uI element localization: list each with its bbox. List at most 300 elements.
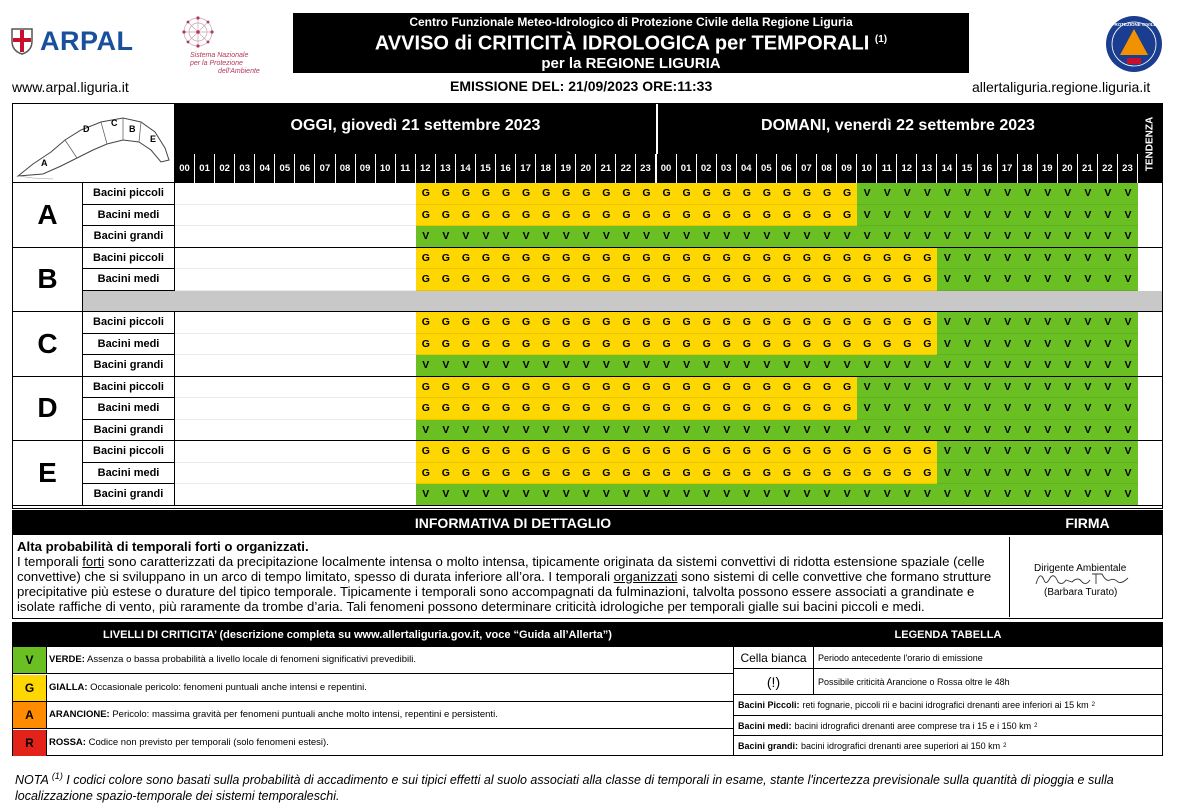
legend-grandi bbox=[738, 736, 1006, 756]
alert-cell: G bbox=[817, 377, 837, 399]
alert-cell bbox=[195, 269, 215, 291]
alert-cell bbox=[396, 398, 416, 420]
alert-cell: V bbox=[1058, 484, 1078, 506]
alert-cell bbox=[255, 205, 275, 227]
alert-cell: G bbox=[516, 441, 536, 463]
basin-label: Bacini piccoli bbox=[83, 312, 175, 334]
alert-cell: V bbox=[1058, 334, 1078, 356]
arpal-website-link[interactable]: www.arpal.liguria.it bbox=[12, 79, 129, 95]
alert-cell bbox=[215, 312, 235, 334]
alert-cell: V bbox=[797, 484, 817, 506]
legend-grandi-name: Bacini grandi: bbox=[738, 741, 799, 751]
hour-label: 19 bbox=[1038, 154, 1058, 183]
alert-cell: G bbox=[817, 269, 837, 291]
alert-cell: V bbox=[1098, 248, 1118, 270]
tendenza-cell bbox=[1138, 183, 1162, 205]
alert-cell: G bbox=[476, 334, 496, 356]
info-text-1: I temporali bbox=[17, 554, 83, 569]
tomorrow-label: DOMANI, venerdì 22 settembre 2023 bbox=[761, 117, 1035, 134]
alert-cell: V bbox=[1018, 463, 1038, 485]
hour-label: 03 bbox=[717, 154, 737, 183]
allerta-website-link[interactable]: allertaliguria.regione.liguria.it bbox=[972, 79, 1151, 95]
alert-cell bbox=[275, 226, 295, 248]
info-text-2: sono caratterizzati da precipitazione localmente intensa o molto intensa, tipicamente originata da sistemi convettivi di ridotta estensione spaziale (celle convettive) che si sviluppano in un arco di tempo limitato, spesso di durata inferiore all’ora. I temporali bbox=[17, 554, 985, 584]
alert-cell: V bbox=[1118, 420, 1138, 442]
alert-cell: G bbox=[717, 334, 737, 356]
alert-cell: V bbox=[717, 355, 737, 377]
alert-cell: G bbox=[837, 248, 857, 270]
alert-cell: G bbox=[536, 312, 556, 334]
alert-cell: G bbox=[516, 205, 536, 227]
alert-cell: V bbox=[957, 183, 977, 205]
legend-key-white: Cella bianca bbox=[734, 647, 814, 668]
alert-cell: V bbox=[516, 484, 536, 506]
alert-cell bbox=[396, 463, 416, 485]
alert-cell: V bbox=[757, 484, 777, 506]
alert-cell: G bbox=[456, 205, 476, 227]
basin-label: Bacini grandi bbox=[83, 484, 175, 506]
alert-cell: G bbox=[436, 205, 456, 227]
alert-cell bbox=[336, 226, 356, 248]
alert-cell: V bbox=[416, 484, 436, 506]
tendenza-cell bbox=[1138, 484, 1162, 506]
alert-cell bbox=[336, 420, 356, 442]
info-text-forti: forti bbox=[82, 554, 105, 569]
alert-cell: V bbox=[677, 420, 697, 442]
basin-label: Bacini piccoli bbox=[83, 441, 175, 463]
basin-label: Bacini medi bbox=[83, 205, 175, 227]
alert-cell: V bbox=[476, 420, 496, 442]
alert-cell: G bbox=[576, 248, 596, 270]
alert-cell: G bbox=[576, 269, 596, 291]
basin-label: Bacini medi bbox=[83, 398, 175, 420]
alert-cell: V bbox=[1118, 183, 1138, 205]
alert-cell: V bbox=[957, 334, 977, 356]
alert-cell: V bbox=[1118, 334, 1138, 356]
alert-cell: G bbox=[516, 398, 536, 420]
alert-cell: G bbox=[697, 441, 717, 463]
alert-cell: V bbox=[978, 355, 998, 377]
alert-cell bbox=[215, 463, 235, 485]
alert-cell: G bbox=[737, 269, 757, 291]
alert-cell: G bbox=[516, 463, 536, 485]
alert-cell: G bbox=[657, 183, 677, 205]
alert-cell: G bbox=[576, 334, 596, 356]
alert-cell: G bbox=[897, 463, 917, 485]
alert-cell: V bbox=[777, 484, 797, 506]
alert-cell: G bbox=[757, 334, 777, 356]
alert-cell: G bbox=[476, 269, 496, 291]
alert-cell: G bbox=[777, 398, 797, 420]
alert-cell: V bbox=[937, 377, 957, 399]
alert-cell: G bbox=[496, 463, 516, 485]
alert-cell: G bbox=[436, 312, 456, 334]
legend-row-excl bbox=[734, 669, 1162, 695]
alert-cell bbox=[376, 205, 396, 227]
alert-cell: V bbox=[998, 441, 1018, 463]
alert-cell: V bbox=[1078, 334, 1098, 356]
alert-cell bbox=[396, 183, 416, 205]
alert-cell bbox=[195, 226, 215, 248]
alert-cell: V bbox=[1098, 205, 1118, 227]
alert-cell: G bbox=[697, 205, 717, 227]
alert-cell: G bbox=[416, 334, 436, 356]
hour-label: 11 bbox=[877, 154, 897, 183]
alert-cell: V bbox=[998, 248, 1018, 270]
liguria-shield-icon bbox=[10, 27, 34, 55]
alert-cell: G bbox=[777, 312, 797, 334]
alert-cell bbox=[315, 463, 335, 485]
hour-label: 21 bbox=[596, 154, 616, 183]
alert-cell bbox=[255, 355, 275, 377]
hour-label: 09 bbox=[356, 154, 376, 183]
tendenza-cell bbox=[1138, 334, 1162, 356]
alert-cell bbox=[295, 226, 315, 248]
alert-cell bbox=[295, 334, 315, 356]
hour-label: 07 bbox=[797, 154, 817, 183]
alert-cell bbox=[255, 226, 275, 248]
alert-cell: G bbox=[657, 334, 677, 356]
alert-cell: V bbox=[957, 355, 977, 377]
alert-cell: G bbox=[496, 205, 516, 227]
alert-cell: V bbox=[1098, 334, 1118, 356]
alert-cell: V bbox=[697, 420, 717, 442]
zone-divider bbox=[13, 505, 1162, 506]
alert-cell: V bbox=[937, 398, 957, 420]
alert-cell: G bbox=[917, 334, 937, 356]
legend-piccoli-sup: 2 bbox=[1091, 702, 1096, 708]
alert-cell: G bbox=[797, 269, 817, 291]
alert-cell: V bbox=[436, 420, 456, 442]
alert-cell: V bbox=[877, 377, 897, 399]
alert-cell bbox=[175, 441, 195, 463]
alert-cell bbox=[215, 226, 235, 248]
alert-cell: V bbox=[857, 484, 877, 506]
alert-cell bbox=[376, 355, 396, 377]
alert-cell: G bbox=[657, 248, 677, 270]
alert-cell: G bbox=[737, 441, 757, 463]
alert-cell: V bbox=[1038, 441, 1058, 463]
alert-cell: V bbox=[857, 355, 877, 377]
alert-cell: V bbox=[937, 355, 957, 377]
alert-cell: G bbox=[496, 398, 516, 420]
legend-row-white bbox=[734, 647, 1162, 669]
alert-cell: G bbox=[697, 269, 717, 291]
alert-cell: V bbox=[596, 355, 616, 377]
alert-cell: V bbox=[1058, 269, 1078, 291]
alert-cell: V bbox=[636, 226, 656, 248]
alert-cell bbox=[295, 441, 315, 463]
basin-label: Bacini grandi bbox=[83, 355, 175, 377]
snpa-text-line2: per la Protezione bbox=[190, 60, 243, 67]
tendenza-cell bbox=[1138, 291, 1162, 313]
alert-cell: G bbox=[797, 463, 817, 485]
alert-cell: V bbox=[1058, 463, 1078, 485]
alert-cell bbox=[235, 226, 255, 248]
alert-cell: V bbox=[1018, 484, 1038, 506]
liguria-map bbox=[13, 104, 175, 183]
alert-cell: V bbox=[1018, 312, 1038, 334]
alert-cell: G bbox=[536, 377, 556, 399]
alert-cell: G bbox=[677, 441, 697, 463]
alert-cell: G bbox=[456, 377, 476, 399]
alert-cell bbox=[255, 312, 275, 334]
alert-cell bbox=[396, 377, 416, 399]
alert-cell: G bbox=[697, 398, 717, 420]
level-row bbox=[13, 675, 733, 702]
alert-cell: G bbox=[476, 441, 496, 463]
alert-cell: G bbox=[476, 398, 496, 420]
alert-cell: V bbox=[978, 183, 998, 205]
alert-cell: G bbox=[596, 205, 616, 227]
alert-cell: G bbox=[857, 441, 877, 463]
alert-cell: V bbox=[1118, 398, 1138, 420]
alert-cell: G bbox=[496, 269, 516, 291]
basin-label: Bacini medi bbox=[83, 269, 175, 291]
hour-label: 12 bbox=[416, 154, 436, 183]
alert-cell: V bbox=[737, 226, 757, 248]
alert-cell: V bbox=[877, 398, 897, 420]
legend-medi-sup: 2 bbox=[1034, 722, 1038, 729]
alert-cell: V bbox=[1078, 377, 1098, 399]
alert-cell bbox=[275, 484, 295, 506]
alert-cell bbox=[235, 420, 255, 442]
level-description: Codice non previsto per temporali (solo fenomeni estesi). bbox=[85, 736, 329, 748]
alert-cell: G bbox=[636, 248, 656, 270]
alert-cell: G bbox=[616, 269, 636, 291]
alert-cell bbox=[356, 248, 376, 270]
hour-label: 23 bbox=[1118, 154, 1138, 183]
alert-cell bbox=[235, 377, 255, 399]
alert-cell: V bbox=[616, 484, 636, 506]
hour-label: 17 bbox=[516, 154, 536, 183]
alert-cell: G bbox=[697, 248, 717, 270]
alert-cell bbox=[396, 355, 416, 377]
alert-cell bbox=[295, 355, 315, 377]
alert-row bbox=[175, 441, 1138, 463]
alert-cell: V bbox=[877, 205, 897, 227]
snpa-text-line3: dell'Ambiente bbox=[218, 68, 260, 75]
hour-label: 09 bbox=[837, 154, 857, 183]
alert-cell bbox=[295, 463, 315, 485]
alert-cell: G bbox=[757, 183, 777, 205]
alert-cell: G bbox=[837, 334, 857, 356]
alert-cell: V bbox=[777, 226, 797, 248]
alert-cell: V bbox=[1038, 183, 1058, 205]
alert-cell: G bbox=[616, 463, 636, 485]
alert-cell: G bbox=[516, 334, 536, 356]
hour-label: 21 bbox=[1078, 154, 1098, 183]
alert-cell: V bbox=[657, 420, 677, 442]
alert-cell: G bbox=[737, 248, 757, 270]
alert-cell bbox=[376, 463, 396, 485]
alert-cell: G bbox=[677, 312, 697, 334]
alert-cell: V bbox=[917, 377, 937, 399]
alert-cell: G bbox=[737, 205, 757, 227]
alert-row bbox=[175, 420, 1138, 442]
alert-cell bbox=[175, 205, 195, 227]
alert-cell: G bbox=[837, 269, 857, 291]
alert-cell: G bbox=[817, 463, 837, 485]
alert-cell: G bbox=[877, 441, 897, 463]
alert-cell: V bbox=[957, 441, 977, 463]
alert-cell: V bbox=[1058, 248, 1078, 270]
alert-cell: G bbox=[657, 463, 677, 485]
alert-cell: G bbox=[416, 205, 436, 227]
alert-cell: V bbox=[837, 226, 857, 248]
protezione-text: PROTEZIONE CIVILE bbox=[1111, 22, 1157, 27]
legend-row-piccoli bbox=[734, 695, 1162, 716]
alert-cell: G bbox=[717, 269, 737, 291]
alert-cell: V bbox=[1038, 377, 1058, 399]
alert-cell: V bbox=[897, 398, 917, 420]
alert-cell: G bbox=[596, 312, 616, 334]
alert-cell bbox=[396, 334, 416, 356]
alert-cell: V bbox=[697, 484, 717, 506]
alert-cell bbox=[356, 312, 376, 334]
firma-title: FIRMA bbox=[1065, 515, 1110, 531]
alert-cell: V bbox=[1118, 312, 1138, 334]
alert-cell: V bbox=[697, 355, 717, 377]
alert-cell bbox=[376, 312, 396, 334]
alert-cell: G bbox=[797, 398, 817, 420]
alert-cell: V bbox=[1058, 441, 1078, 463]
footnote-text: I codici colore sono basati sulla probabilità di accadimento e sui tipici effetti al suolo associati alla classe di temporali in esame, stante l'incertezza previsionale sulla quantità di pioggia e sulla localizzazione spazio-temporale dei sistemi temporaleschi. bbox=[15, 773, 1114, 804]
alert-row bbox=[175, 183, 1138, 205]
alert-cell: V bbox=[998, 463, 1018, 485]
alert-cell: V bbox=[1058, 355, 1078, 377]
tendenza-cell bbox=[1138, 355, 1162, 377]
alert-cell: V bbox=[717, 420, 737, 442]
alert-cell: V bbox=[817, 355, 837, 377]
alert-cell: G bbox=[777, 463, 797, 485]
alert-cell bbox=[275, 312, 295, 334]
alert-cell bbox=[175, 463, 195, 485]
level-desc bbox=[49, 647, 416, 673]
alert-cell: G bbox=[837, 183, 857, 205]
legend-medi bbox=[738, 716, 1037, 735]
alert-row bbox=[175, 248, 1138, 270]
legend-val-excl: Possibile criticità Arancione o Rossa oltre le 48h bbox=[818, 676, 1010, 687]
alert-cell: G bbox=[636, 441, 656, 463]
alert-cell: G bbox=[717, 312, 737, 334]
alert-cell: G bbox=[897, 312, 917, 334]
alert-cell bbox=[215, 355, 235, 377]
alert-cell: G bbox=[616, 248, 636, 270]
alert-cell bbox=[235, 463, 255, 485]
alert-cell: G bbox=[717, 463, 737, 485]
alert-cell: V bbox=[1118, 248, 1138, 270]
alert-cell: G bbox=[476, 377, 496, 399]
alert-cell: G bbox=[576, 183, 596, 205]
bulletin-title bbox=[293, 29, 969, 55]
alert-cell: G bbox=[596, 248, 616, 270]
info-heading: Alta probabilità di temporali forti o organizzati. bbox=[17, 539, 309, 554]
alert-cell bbox=[315, 248, 335, 270]
alert-cell bbox=[336, 398, 356, 420]
alert-cell: G bbox=[657, 441, 677, 463]
hour-label: 03 bbox=[235, 154, 255, 183]
alert-cell: V bbox=[957, 248, 977, 270]
alert-cell: V bbox=[817, 226, 837, 248]
alert-cell: G bbox=[897, 441, 917, 463]
alert-cell bbox=[315, 334, 335, 356]
hour-label: 08 bbox=[817, 154, 837, 183]
alert-cell: G bbox=[677, 269, 697, 291]
alert-cell: G bbox=[817, 334, 837, 356]
tendenza-cell bbox=[1138, 441, 1162, 463]
alert-cell bbox=[235, 205, 255, 227]
tendenza-header bbox=[1138, 104, 1162, 183]
alert-cell bbox=[336, 334, 356, 356]
alert-cell bbox=[235, 248, 255, 270]
alert-cell: G bbox=[837, 398, 857, 420]
alert-cell bbox=[336, 377, 356, 399]
alert-cell bbox=[215, 334, 235, 356]
alert-cell: V bbox=[1098, 269, 1118, 291]
hour-label: 16 bbox=[978, 154, 998, 183]
alert-cell: V bbox=[998, 355, 1018, 377]
alert-cell: V bbox=[937, 420, 957, 442]
alert-cell: G bbox=[917, 269, 937, 291]
alert-cell: G bbox=[777, 248, 797, 270]
alert-cell: V bbox=[657, 355, 677, 377]
alert-cell: V bbox=[1018, 334, 1038, 356]
alert-cell bbox=[396, 312, 416, 334]
alert-cell: G bbox=[657, 377, 677, 399]
alert-cell: V bbox=[496, 226, 516, 248]
alert-cell bbox=[275, 183, 295, 205]
map-letter-b: B bbox=[129, 124, 136, 134]
alert-cell bbox=[356, 205, 376, 227]
alert-cell: V bbox=[616, 355, 636, 377]
alert-cell: G bbox=[476, 248, 496, 270]
alert-cell: V bbox=[576, 484, 596, 506]
arpal-logo bbox=[10, 25, 134, 57]
alert-cell bbox=[175, 226, 195, 248]
alert-cell: G bbox=[737, 377, 757, 399]
tendenza-cell bbox=[1138, 398, 1162, 420]
alert-cell bbox=[195, 398, 215, 420]
alert-cell: V bbox=[1118, 226, 1138, 248]
alert-cell: V bbox=[556, 484, 576, 506]
alert-cell: G bbox=[757, 269, 777, 291]
alert-cell: G bbox=[737, 463, 757, 485]
alert-cell: G bbox=[456, 312, 476, 334]
alert-cell bbox=[195, 377, 215, 399]
alert-cell: V bbox=[1078, 312, 1098, 334]
zone-letter: A bbox=[13, 183, 83, 248]
alert-cell: G bbox=[596, 463, 616, 485]
alert-cell: G bbox=[536, 269, 556, 291]
alert-row bbox=[175, 355, 1138, 377]
alert-cell bbox=[295, 248, 315, 270]
alert-cell: G bbox=[877, 312, 897, 334]
alert-cell bbox=[336, 269, 356, 291]
alert-cell: G bbox=[677, 183, 697, 205]
title-footnote-ref: (1) bbox=[874, 34, 888, 45]
alert-cell: V bbox=[1038, 269, 1058, 291]
alert-cell: V bbox=[456, 226, 476, 248]
alert-cell: V bbox=[516, 420, 536, 442]
level-desc bbox=[49, 730, 329, 756]
legend-piccoli bbox=[738, 695, 1095, 715]
alert-cell: V bbox=[456, 420, 476, 442]
info-header bbox=[13, 511, 1162, 535]
alert-cell bbox=[235, 183, 255, 205]
alert-cell: G bbox=[917, 441, 937, 463]
title-box bbox=[293, 13, 969, 73]
